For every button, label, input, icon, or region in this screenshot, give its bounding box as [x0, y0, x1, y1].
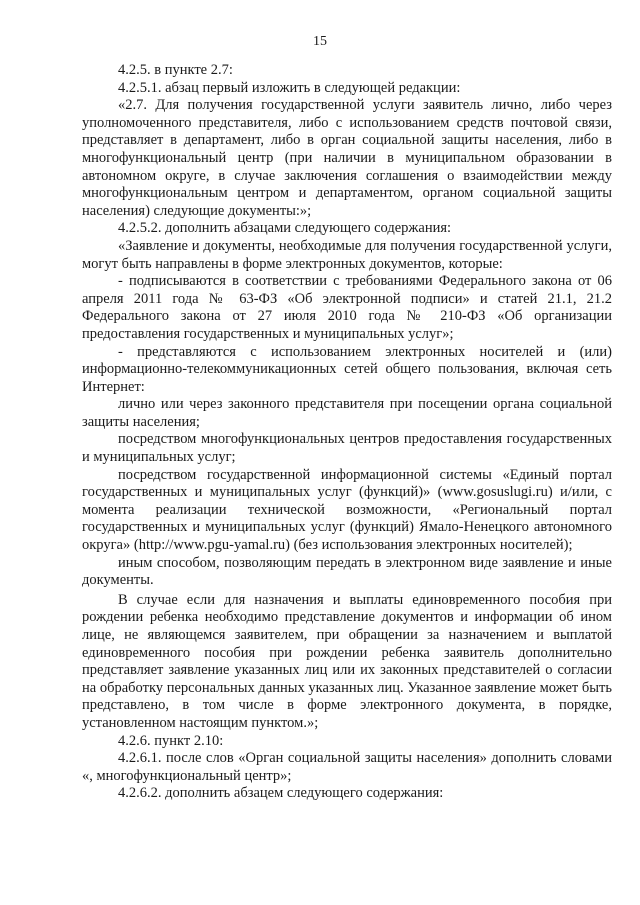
paragraph-electronic-docs: «Заявление и документы, необходимые для получения государственной услуги, могут быть направлены в форме электронных документов, которые: [82, 237, 612, 272]
paragraph-other-person: В случае если для назначения и выплаты единовременного пособия при рождении ребенка необходимо представление документов и информации об ином лице, не являющемся заявителем, при обращении за назначением и выплатой единовременного пособия при рождении ребенка заявитель дополнительно представляет заявление указанных лиц или их законных представителей о согласии на обработку персональных данных указанных лиц. Указанное заявление может быть представлено, в том числе в форме электронного документа, в порядке, установленном настоящим пунктом.»; [82, 591, 612, 731]
paragraph-4-2-5-1: 4.2.5.1. абзац первый изложить в следующей редакции: [118, 79, 461, 96]
paragraph-2-7-text: «2.7. Для получения государственной услуги заявитель лично, либо через уполномоченного представителя, либо с использованием средств почтовой связи, представляет в департамент, либо в орган социальной защиты населения, либо в многофункциональный центр (при наличии в муниципальном образовании в автономном округе, в случае заключения соглашения о взаимодействии между многофункциональным центром и департаментом, органом социальной защиты населения) следующие документы:»; [82, 97, 612, 219]
paragraph-other-way: иным способом, позволяющим передать в электронном виде заявление и иные документы. [82, 554, 612, 589]
paragraph-mfc: посредством многофункциональных центров предоставления государственных и муниципальных услуг; [82, 431, 612, 466]
paragraph-portal: посредством государственной информационной системы «Единый портал государственных и муниципальных услуг (функций)» (www.gosuslugi.ru) и/или, с момента реализации технической возможности, «Региональный портал государственных и муниципальных услуг (функций) Ямало-Ненецкого автономного округа» (http://www.pgu-yamal.ru) (без использования электронных носителей); [82, 466, 612, 554]
document-body [82, 62, 612, 803]
paragraph-4-2-5-2: 4.2.5.2. дополнить абзацами следующего содержания: [118, 220, 452, 237]
paragraph-4-2-6: 4.2.6. пункт 2.10: [118, 732, 224, 749]
paragraph-electronic-media: - представляются с использованием электронных носителей и (или) информационно-телекоммуникационных сетей общего пользования, включая сеть Интернет: [82, 343, 612, 395]
paragraph-in-person: лично или через законного представителя при посещении органа социальной защиты населения; [82, 396, 612, 430]
paragraph-signed-docs: - подписываются в соответствии с требованиями Федерального закона от 06 апреля 2011 года № 63-ФЗ «Об электронной подписи» и статей 21.1, 21.2 Федерального закона от 27 июля 2010 года № 210-ФЗ «Об организации предоставления государственных и муниципальных услуг»; [82, 273, 612, 342]
paragraph-4-2-6-2: 4.2.6.2. дополнить абзацем следующего содержания: [118, 785, 444, 802]
paragraph-4-2-5: 4.2.5. в пункте 2.7: [118, 62, 233, 78]
page-number: 15 [313, 34, 327, 49]
paragraph-4-2-6-1: 4.2.6.1. после слов «Орган социальной защиты населения» дополнить словами «, многофункциональный центр»; [82, 750, 612, 784]
